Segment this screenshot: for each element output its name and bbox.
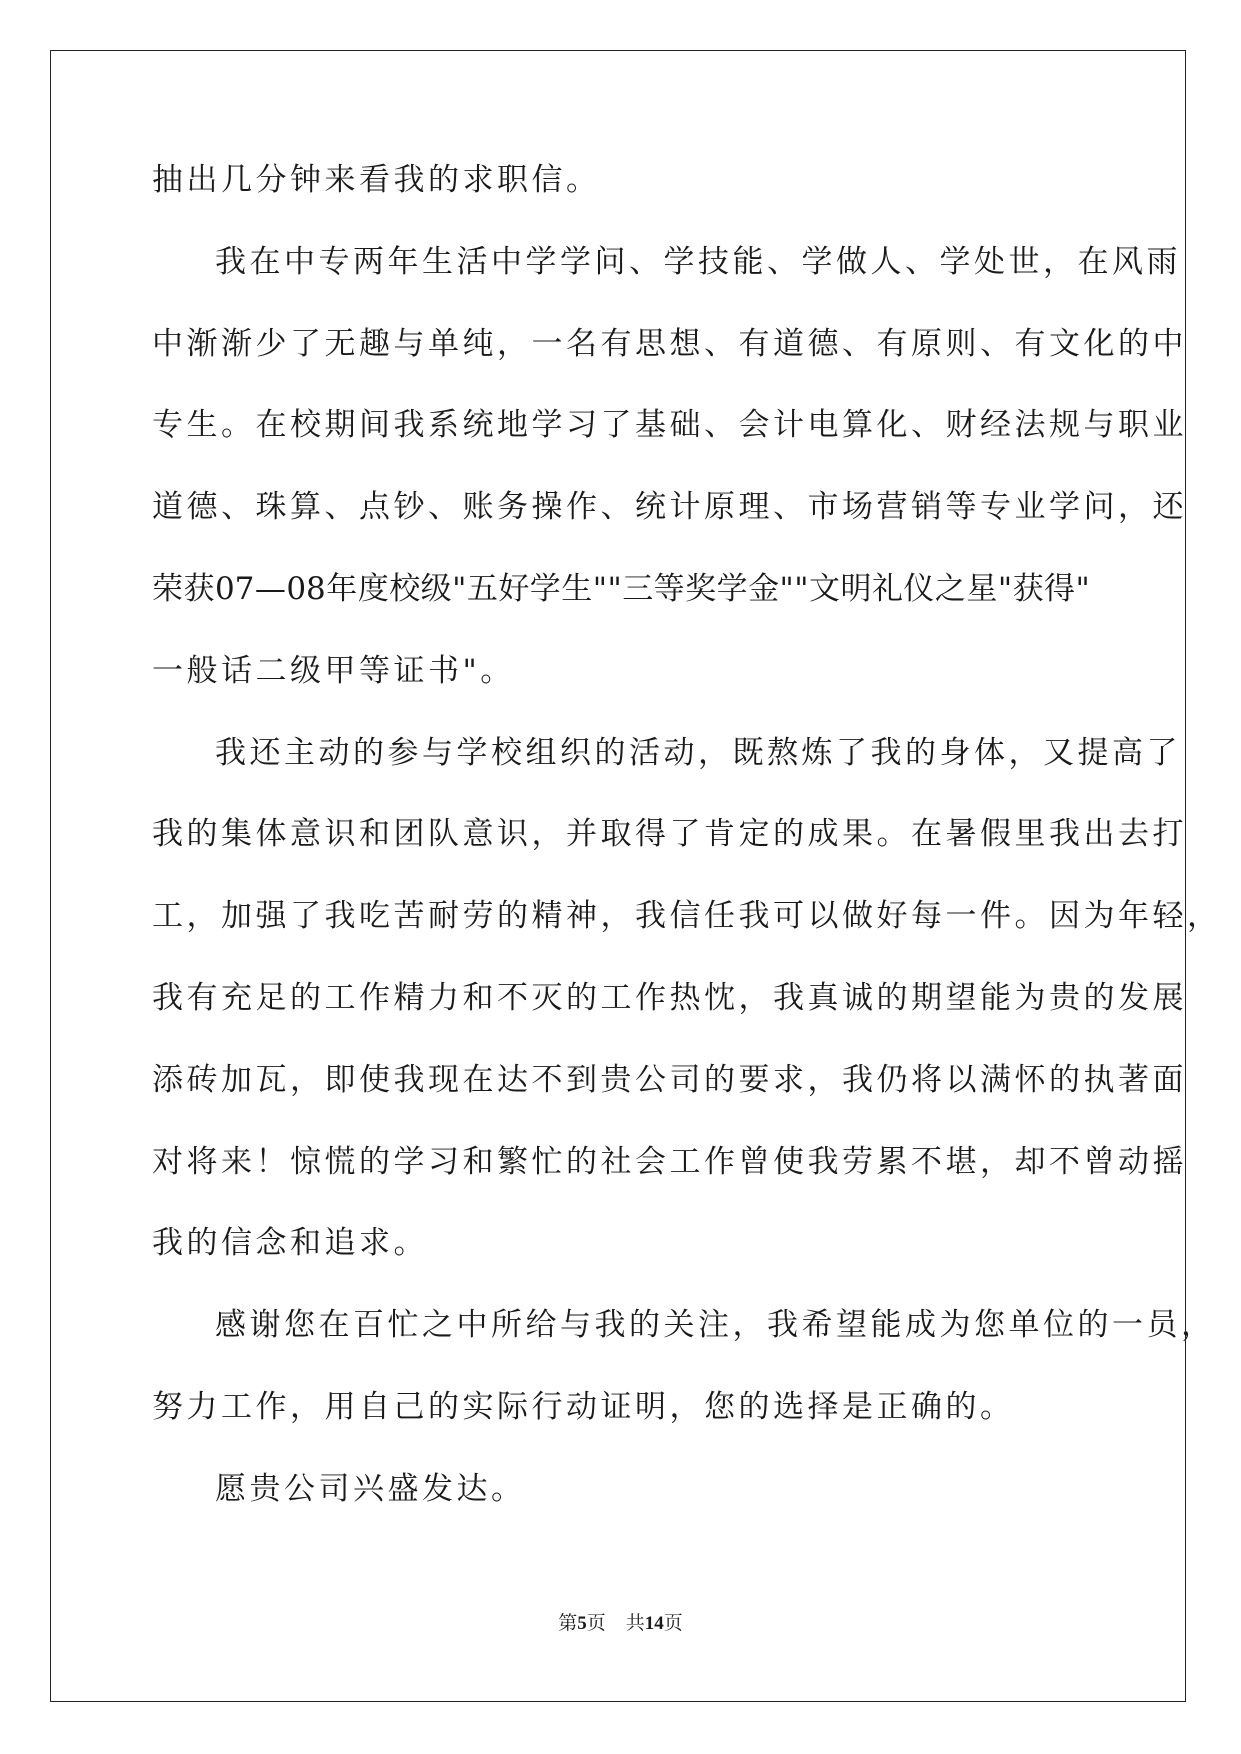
page-footer bbox=[0, 1612, 1241, 1636]
paragraph-start-line: 感谢您在百忙之中所给与我的关注，我希望能成为您单位的一员， bbox=[215, 1307, 1216, 1344]
text-line: 抽出几分钟来看我的求职信。 bbox=[152, 162, 601, 198]
total-label-suffix: 页 bbox=[663, 1613, 683, 1634]
text-line: 努力工作，用自己的实际行动证明，您的选择是正确的。 bbox=[152, 1388, 1015, 1425]
text-line: 对将来！惊慌的学习和繁忙的社会工作曾使我劳累不堪，却不曾动摇 bbox=[152, 1143, 1187, 1180]
page-number: 5 bbox=[577, 1613, 587, 1634]
page-label-prefix: 第 bbox=[558, 1613, 578, 1634]
total-label-prefix: 共 bbox=[625, 1613, 645, 1634]
text-line: 一般话二级甲等证书"。 bbox=[152, 652, 515, 689]
letter-body bbox=[152, 160, 1222, 1551]
text-line: 道德、珠算、点钞、账务操作、统计原理、市场营销等专业学问，还 bbox=[152, 489, 1187, 526]
paragraph-start-line: 我还主动的参与学校组织的活动，既熬炼了我的身体，又提高了 bbox=[215, 734, 1181, 771]
text-line: 中渐渐少了无趣与单纯，一名有思想、有道德、有原则、有文化的中 bbox=[152, 325, 1187, 362]
text-line: 专生。在校期间我系统地学习了基础、会计电算化、财经法规与职业 bbox=[152, 407, 1187, 444]
closing-line: 愿贵公司兴盛发达。 bbox=[215, 1470, 526, 1507]
paragraph-start-line: 我在中专两年生活中学学问、学技能、学做人、学处世，在风雨 bbox=[215, 243, 1181, 280]
text-line: 添砖加瓦，即使我现在达不到贵公司的要求，我仍将以满怀的执著面 bbox=[152, 1061, 1187, 1098]
text-line: 荣 获 07 — 08 年 度 校 级 " 五 好 学 生 " " 三 等 奖 学 金 " " 文 明 礼 仪 之 星 " 获 得 " bbox=[152, 570, 1090, 607]
page-label-suffix: 页 bbox=[586, 1613, 606, 1634]
text-line: 我的集体意识和团队意识，并取得了肯定的成果。在暑假里我出去打 bbox=[152, 816, 1187, 853]
text-line: 工，加强了我吃苦耐劳的精神，我信任我可以做好每一件。因为年轻， bbox=[152, 898, 1222, 935]
text-line: 我的信念和追求。 bbox=[152, 1225, 428, 1262]
total-pages: 14 bbox=[644, 1613, 664, 1634]
text-line: 我有充足的工作精力和不灭的工作热忱，我真诚的期望能为贵的发展 bbox=[152, 979, 1187, 1016]
